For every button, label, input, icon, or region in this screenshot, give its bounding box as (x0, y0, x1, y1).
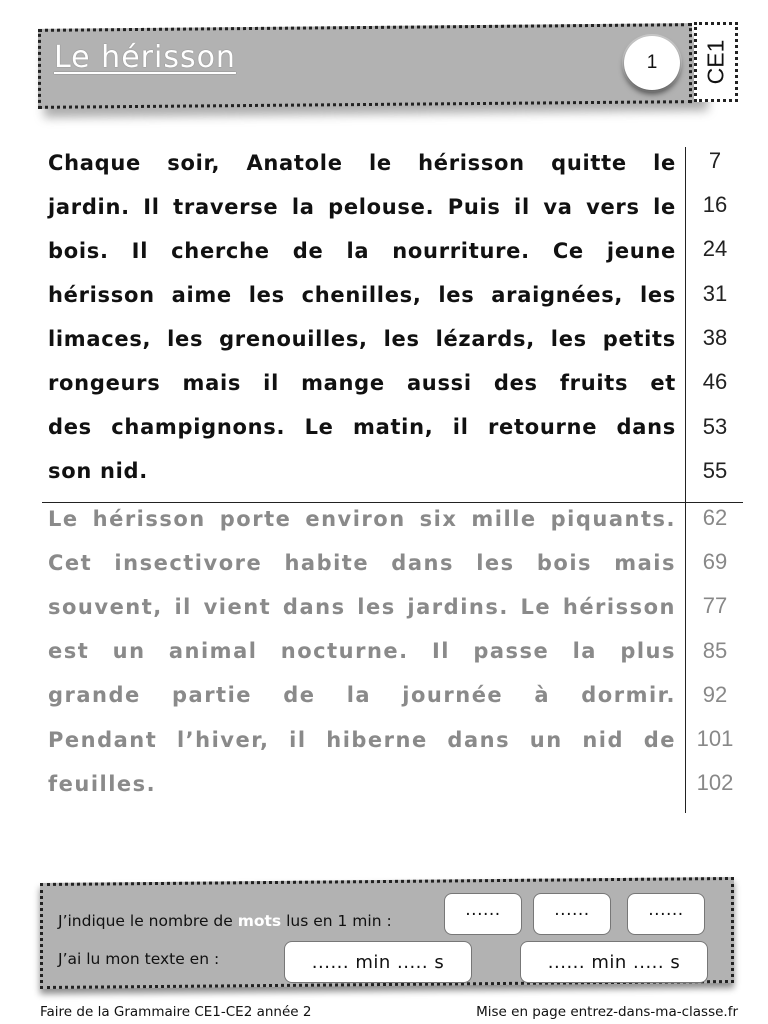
text-line: souvent, il vient dans les jardins. Le hérisson (48, 595, 676, 619)
word-count: 38 (702, 325, 728, 350)
word-count: 7 (708, 148, 722, 173)
level-label-box (694, 22, 738, 102)
text-line: des champignons. Le matin, il retourne dans (48, 415, 676, 439)
words-per-minute-label (58, 912, 392, 930)
word-count: 46 (702, 369, 728, 394)
text-line: Le hérisson porte environ six mille piquants. (48, 507, 676, 531)
word-count: 24 (702, 236, 728, 261)
words-label-highlight: mots (237, 912, 282, 930)
words-label-end: lus en 1 min : (281, 912, 392, 930)
words-label-start: J’indique le nombre de (58, 912, 238, 930)
word-count: 62 (702, 505, 728, 530)
word-count: 69 (702, 549, 728, 574)
text-number-badge: 1 (624, 36, 680, 90)
text-line: est un animal nocturne. Il passe la plus (48, 639, 676, 663)
word-count: 85 (702, 638, 728, 663)
level-label: CE1 (702, 39, 729, 85)
reading-time-box-1[interactable]: ...... min ..... s (284, 941, 472, 983)
word-count: 92 (702, 682, 728, 707)
words-count-box-1[interactable]: ...... (444, 893, 522, 935)
text-line: feuilles. (48, 772, 157, 796)
word-count: 77 (702, 593, 728, 618)
footer-credit: Mise en page entrez-dans-ma-classe.fr (476, 1004, 738, 1020)
page-title: Le hérisson (54, 40, 236, 75)
text-line: bois. Il cherche de la nourriture. Ce jeune (48, 239, 676, 263)
reading-time-label: J’ai lu mon texte en : (58, 950, 220, 968)
word-count: 102 (696, 770, 734, 795)
reading-time-box-2[interactable]: ...... min ..... s (520, 941, 708, 983)
text-line: jardin. Il traverse la pelouse. Puis il va vers le (48, 195, 676, 219)
word-count: 53 (702, 414, 728, 439)
footer-source: Faire de la Grammaire CE1-CE2 année 2 (40, 1004, 312, 1020)
word-count: 101 (696, 726, 734, 751)
word-count: 16 (702, 192, 728, 217)
word-count-divider (685, 147, 686, 813)
text-line: hérisson aime les chenilles, les araignées, les (48, 283, 676, 307)
text-line: limaces, les grenouilles, les lézards, les petits (48, 327, 676, 351)
text-line: grande partie de la journée à dormir. (48, 683, 676, 707)
text-line: Pendant l’hiver, il hiberne dans un nid de (48, 728, 676, 752)
text-line: rongeurs mais il mange aussi des fruits et (48, 371, 676, 395)
word-count: 55 (702, 458, 728, 483)
text-line: Chaque soir, Anatole le hérisson quitte le (48, 151, 676, 175)
text-line: Cet insectivore habite dans les bois mais (48, 551, 676, 575)
words-count-box-2[interactable]: ...... (533, 893, 611, 935)
words-count-box-3[interactable]: ...... (627, 893, 705, 935)
text-line: son nid. (48, 459, 148, 483)
paragraph-divider (42, 502, 743, 503)
word-count: 31 (702, 281, 728, 306)
